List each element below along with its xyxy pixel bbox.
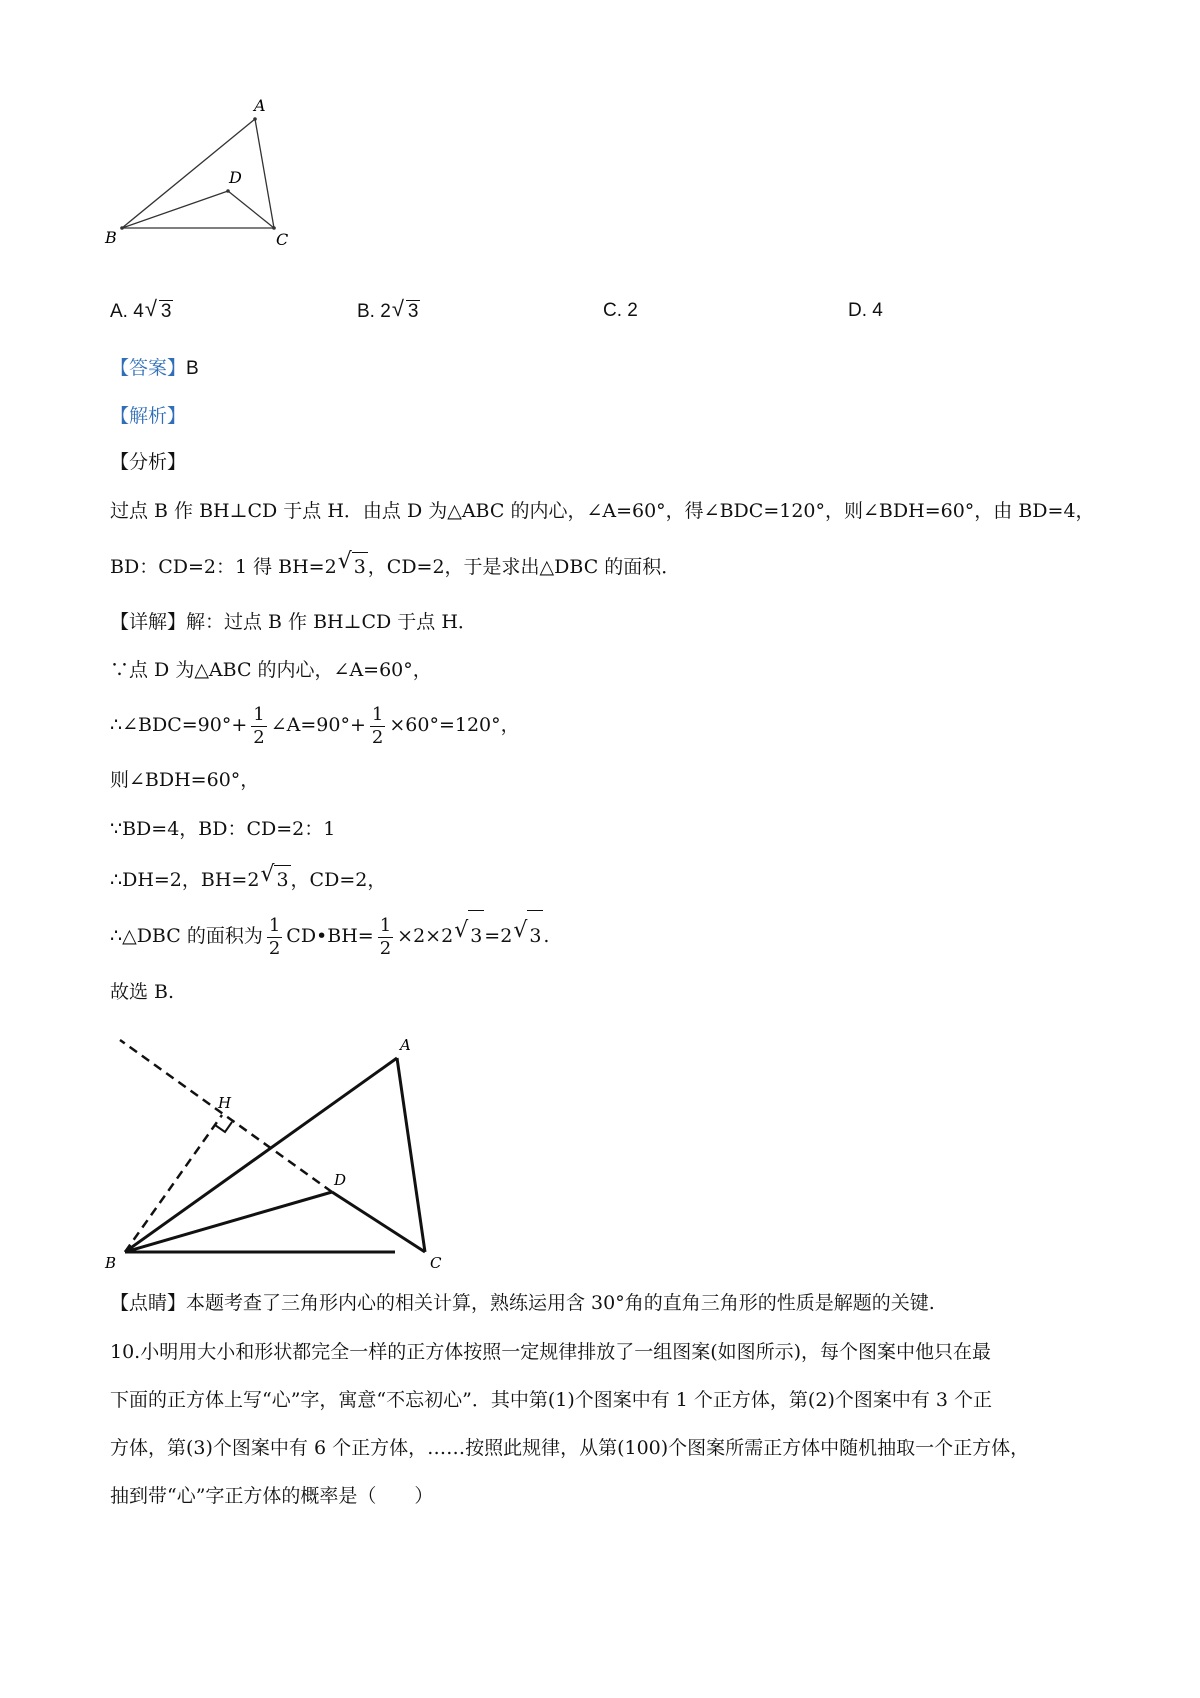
- edge-ac: [397, 1058, 425, 1252]
- edge-dc: [332, 1192, 425, 1252]
- edge-bd: [122, 191, 228, 228]
- analysis-tag: 【解析】: [110, 405, 187, 427]
- label-a: A: [254, 96, 266, 115]
- detail-line-8: 故选 B.: [110, 981, 175, 1003]
- label-d: D: [334, 1171, 347, 1189]
- detail-line-5: ∵BD=4，BD：CD=2：1: [110, 818, 336, 840]
- label-b: B: [105, 228, 117, 247]
- option-a: A. 4√ 3: [110, 300, 173, 323]
- label-c: C: [276, 230, 289, 249]
- detail-line-4: 则∠BDH=60°，: [110, 769, 260, 791]
- dianjing-line: 【点睛】本题考查了三角形内心的相关计算，熟练运用含 30°角的直角三角形的性质是解题的关键.: [110, 1292, 935, 1314]
- detail-line-3: ∴∠BDC=90°+ $\frac{1}{2}$ ∠A=90°+ $\frac{1}{2}$ ×60°=120°，: [110, 703, 520, 748]
- question-10-line-4: 抽到带“心”字正方体的概率是（ ）: [110, 1485, 434, 1507]
- edge-dc: [228, 191, 274, 228]
- option-d: D. 4: [848, 300, 883, 321]
- triangle-figure-2: [100, 1030, 450, 1270]
- detail-line-1: 【详解】解：过点 B 作 BH⊥CD 于点 H．: [110, 611, 477, 633]
- triangle-figure-1: [100, 95, 330, 265]
- dashed-extension-cd: [120, 1040, 332, 1192]
- question-10-line-3: 方体，第(3)个图案中有 6 个正方体，……按照此规律，从第(100)个图案所需正方体中随机抽取一个正方体，: [110, 1437, 1030, 1459]
- fraction-half: $\frac{1}{2}$: [268, 914, 281, 959]
- fraction-half: $\frac{1}{2}$: [379, 914, 392, 959]
- label-b: B: [105, 1254, 117, 1270]
- dashed-bh: [125, 1115, 222, 1252]
- answer-line: [110, 354, 199, 383]
- question-10-line-1: 10.小明用大小和形状都完全一样的正方体按照一定规律排放了一组图案(如图所示)，每个图案中他只在最: [110, 1341, 992, 1363]
- edge-bd: [125, 1192, 332, 1252]
- edge-ab: [125, 1058, 397, 1252]
- fraction-half: $\frac{1}{2}$: [371, 703, 384, 748]
- fenxi-tag: 【分析】: [110, 452, 187, 473]
- label-h: H: [218, 1094, 232, 1112]
- question-10-line-2: 下面的正方体上写“心”字，寓意“不忘初心”．其中第(1)个图案中有 1 个正方体，第(2)个图案中有 3 个正: [110, 1389, 993, 1411]
- detail-line-6: ∴DH=2，BH=2√ 3 ，CD=2，: [110, 865, 386, 894]
- detail-line-2: ∵点 D 为△ABC 的内心，∠A=60°，: [110, 659, 432, 681]
- detail-line-7: ∴△DBC 的面积为 $\frac{1}{2}$ CD•BH= $\frac{1}{2}$ ×2×2√ 3 =2√ 3 .: [110, 910, 549, 961]
- answer-tag: 【答案】: [110, 357, 187, 379]
- fenxi-line-1: 过点 B 作 BH⊥CD 于点 H．由点 D 为△ABC 的内心，∠A=60°，得∠BDC=120°，则∠BDH=60°，由 BD=4，: [110, 500, 1095, 522]
- label-c: C: [430, 1254, 442, 1270]
- label-d: D: [229, 168, 242, 187]
- label-a: A: [400, 1036, 411, 1054]
- fenxi-line-2: BD：CD=2：1 得 BH=2√ 3 ，CD=2，于是求出△DBC 的面积．: [110, 552, 680, 581]
- right-angle-mark: [215, 1122, 232, 1132]
- answer-value: B: [186, 358, 199, 379]
- option-b: B. 2√ 3: [357, 300, 420, 323]
- option-c: C. 2: [603, 300, 638, 321]
- fraction-half: $\frac{1}{2}$: [253, 703, 265, 748]
- edge-ac: [255, 119, 274, 228]
